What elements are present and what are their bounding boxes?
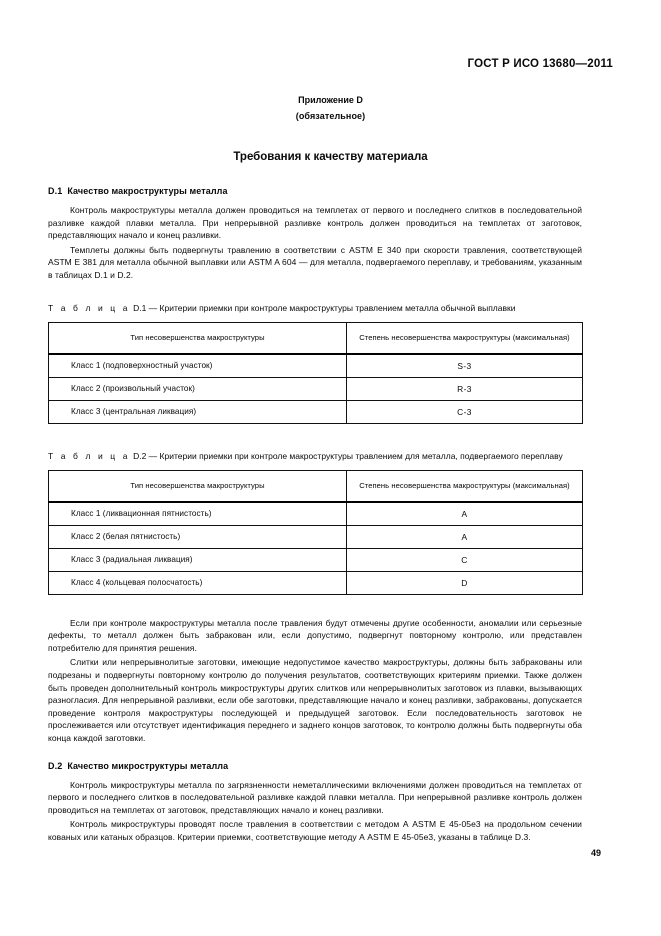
table-d1-cell-type: Класс 2 (произвольный участок) xyxy=(49,377,347,400)
table-d1-cell-degree: S-3 xyxy=(347,354,583,378)
table-d1-cell-type: Класс 3 (центральная ликвация) xyxy=(49,400,347,423)
table-d2-caption xyxy=(48,450,582,463)
spacer xyxy=(48,424,582,450)
table-d2-cell-degree: A xyxy=(347,525,583,548)
table-d1-col-header-type: Тип несовершенства макроструктуры xyxy=(49,322,347,354)
table-d1-caption-label: Т а б л и ц а xyxy=(48,302,131,313)
section-title-d1: Качество макроструктуры металла xyxy=(67,186,228,196)
table-d2-col-header-type: Тип несовершенства макроструктуры xyxy=(49,470,347,502)
annex-subtitle: (обязательное) xyxy=(295,111,366,121)
section-number-d2: D.2 xyxy=(48,760,63,771)
table-d2-cell-type: Класс 1 (ликвационная пятнистость) xyxy=(49,502,347,526)
document-header-standard-ref: ГОСТ Р ИСО 13680—2011 xyxy=(467,58,613,70)
page-number: 49 xyxy=(590,848,601,858)
spacer xyxy=(48,595,582,617)
section-title-d2: Качество микроструктуры металла xyxy=(67,760,229,771)
table-d2-col-header-degree: Степень несовершенства макроструктуры (максимальная) xyxy=(347,470,583,502)
spacer xyxy=(48,745,582,761)
annex-title: Приложение D xyxy=(298,95,363,105)
table-d1-caption xyxy=(48,302,582,315)
paragraph-d1-3: Если при контроле макроструктуры металла после травления будут отмечены другие особенности, аномалии или серьезные дефекты, то металл должен быть забракован или, если допустимо, подвергнут повторному контролю, или представлен потребителю для принятия решения. xyxy=(48,617,582,653)
table-d1-cell-degree: R-3 xyxy=(347,377,583,400)
table-d2 xyxy=(48,470,583,595)
table-d2-cell-type: Класс 2 (белая пятнистость) xyxy=(49,525,347,548)
table-d1 xyxy=(48,322,583,424)
section-heading-d2 xyxy=(48,761,582,771)
table-row xyxy=(49,502,583,526)
table-row xyxy=(49,354,583,378)
spacer xyxy=(48,282,582,302)
table-row xyxy=(49,525,583,548)
table-d1-header-row xyxy=(49,322,583,354)
section-heading-d1 xyxy=(48,186,582,196)
table-d2-cell-degree: D xyxy=(347,571,583,594)
table-d2-caption-label: Т а б л и ц а xyxy=(48,450,131,461)
annex-heading xyxy=(0,92,661,124)
paragraph-d2-1: Контроль микроструктуры металла по загрязненности неметаллическими включениями должен проводиться на темплетах от первого и последнего слитков в последовательной разливке каждой плавки металла. При непрерывной разливке контроль должен проводиться на темплетах от заготовок, представляющих начало и конец разливки. xyxy=(48,779,582,815)
table-row xyxy=(49,377,583,400)
table-d2-caption-text: — Критерии приемки при контроле макроструктуры травлением для металла, подвергаемого переплаву xyxy=(148,450,563,461)
paragraph-d1-4: Слитки или непрерывнолитые заготовки, имеющие недопустимое качество макроструктуры, должны быть забракованы или подрезаны и подвергнуты повторному контролю до получения результатов, соответствующих критериям приемки. Также должен быть проведен дополнительный контроль микроструктуры других слитков или непрерывнолитых заготовок из плавки, вызывающих разногласия. Для непрерывной разливки, если обе заготовки, представляющие начало и конец разливки, забракованы, допускается проведение контроля макроструктуры последующей и предыдущей заготовок. Если последовательность заготовок не прослеживается или отсутствует идентификация переднего и заднего концов заготовок, то контролю должны быть подвергнуты оба конца каждой заготовки. xyxy=(48,657,582,743)
table-d2-header-row xyxy=(49,470,583,502)
document-content xyxy=(48,186,582,843)
table-d2-cell-type: Класс 4 (кольцевая полосчатость) xyxy=(49,571,347,594)
table-d1-caption-number: D.1 xyxy=(133,302,147,313)
paragraph-d1-2: Темплеты должны быть подвергнуты травлению в соответствии с ASTM E 340 при скорости травления, соответствующей ASTM E 381 для металла обычной выплавки или ASTM A 604 — для металла, подвергаемого переплаву, и требованиям, указанным в таблицах D.1 и D.2. xyxy=(48,244,582,280)
table-d2-cell-degree: A xyxy=(347,502,583,526)
section-number-d1: D.1 xyxy=(48,186,63,196)
table-d2-cell-degree: C xyxy=(347,548,583,571)
paragraph-d1-1: Контроль макроструктуры металла должен проводиться на темплетах от первого и последнего слитков в последовательной разливке каждой плавки металла. При непрерывной разливке контроль должен проводиться на темплетах от заготовок, представляющих начало и конец разливки. xyxy=(48,205,582,241)
table-d1-col-header-degree: Степень несовершенства макроструктуры (максимальная) xyxy=(347,322,583,354)
table-row xyxy=(49,548,583,571)
table-d2-caption-number: D.2 xyxy=(133,450,147,461)
table-d1-cell-degree: C-3 xyxy=(347,400,583,423)
paragraph-d2-2: Контроль микроструктуры проводят после травления в соответствии с методом А ASTM E 45-05e3 на продольном сечении кованых или катаных образцов. Критерии приемки, соответствующие методу А ASTM E 45-05e3, указаны в таблице D.3. xyxy=(48,819,582,842)
table-d2-cell-type: Класс 3 (радиальная ликвация) xyxy=(49,548,347,571)
page-title: Требования к качеству материала xyxy=(233,151,428,163)
table-d1-caption-text: — Критерии приемки при контроле макроструктуры травлением металла обычной выплавки xyxy=(148,302,516,313)
table-d1-cell-type: Класс 1 (подповерхностный участок) xyxy=(49,354,347,378)
table-row xyxy=(49,571,583,594)
table-row xyxy=(49,400,583,423)
